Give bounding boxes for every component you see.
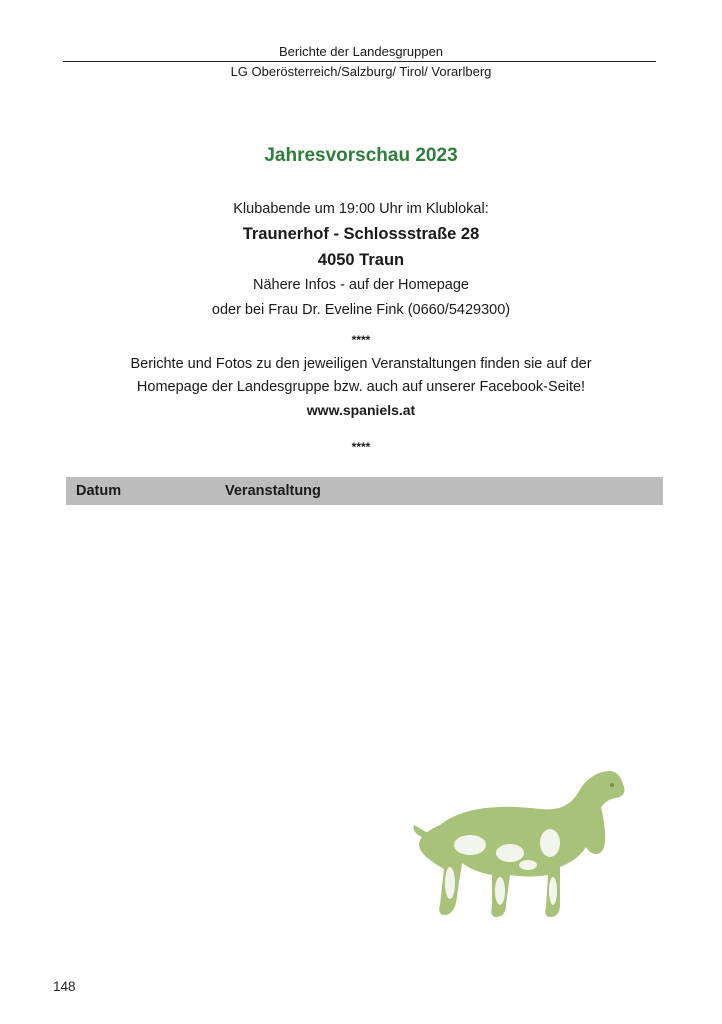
column-header-datum: Datum: [76, 483, 122, 499]
venue-city: 4050 Traun: [317, 251, 405, 269]
info-line-2: oder bei Frau Dr. Eveline Fink (0660/5429300): [211, 302, 511, 318]
header-divider: [63, 61, 656, 62]
separator-stars-1: ****: [351, 333, 371, 347]
page-title: Jahresvorschau 2023: [264, 145, 458, 166]
running-header-subtitle: LG Oberösterreich/Salzburg/ Tirol/ Vorarlberg: [230, 64, 492, 79]
page-number: 148: [53, 979, 76, 994]
club-evening-text: Klubabende um 19:00 Uhr im Klublokal:: [233, 201, 489, 217]
events-table-header: [66, 477, 663, 505]
report-line-2: Homepage der Landesgruppe bzw. auch auf unserer Facebook-Seite!: [136, 379, 586, 395]
column-header-veranstaltung: Veranstaltung: [225, 483, 321, 499]
running-header-title: Berichte der Landesgruppen: [278, 44, 444, 59]
venue-address: Traunerhof - Schlossstraße 28: [242, 225, 480, 243]
report-line-1: Berichte und Fotos zu den jeweiligen Veranstaltungen finden sie auf der: [130, 356, 592, 372]
info-line-1: Nähere Infos - auf der Homepage: [252, 277, 469, 293]
separator-stars-2: ****: [351, 440, 371, 454]
spaniel-dog-icon: [410, 765, 630, 925]
website-link[interactable]: www.spaniels.at: [306, 402, 416, 418]
